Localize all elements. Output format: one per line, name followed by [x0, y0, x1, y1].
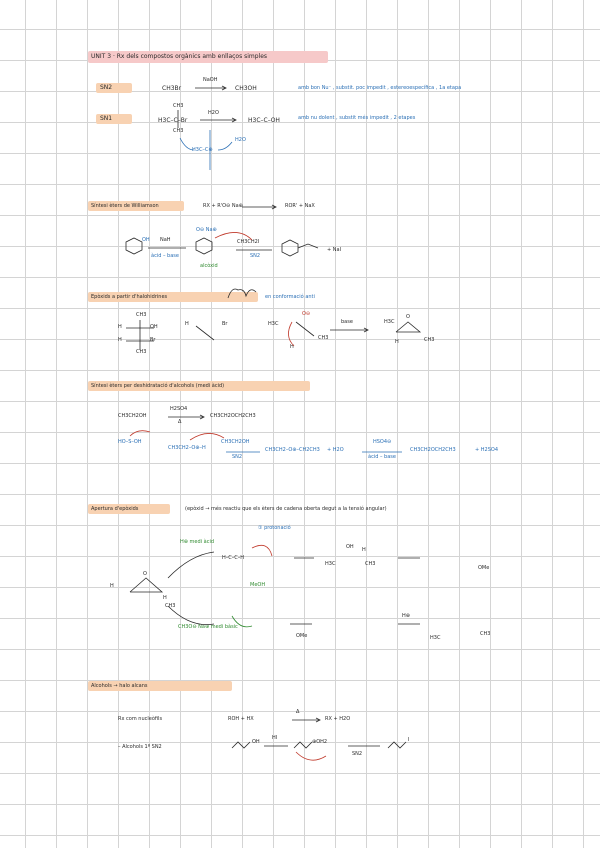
epoxids-label-h5: H — [395, 339, 399, 345]
epoxide-base-green-arrow — [232, 616, 252, 627]
williamson-o-label: OH — [142, 237, 150, 243]
sym-ethers-step-7: àcid – base — [368, 454, 396, 460]
epoxids-label-h3: H — [185, 321, 189, 327]
williamson-step1-reagent: NaH — [160, 237, 171, 243]
epoxide-opening-heading: Apertura d'epòxids — [91, 506, 139, 512]
williamson-ring-3 — [282, 240, 298, 256]
epoxids-label-br2: Br — [222, 321, 228, 327]
alcohols-oh: OH — [252, 739, 260, 745]
sym-ethers-step-8: CH3CH2OCH2CH3 — [410, 447, 456, 453]
epoxide-label-h3c-2: H3C — [430, 635, 441, 641]
sym-ethers-heading: Síntesi èters per deshidratació d'alcohols (medi àcid) — [91, 383, 225, 389]
alcohols-mech: ⊕OH2 — [312, 739, 328, 745]
alcohols-red-arrow — [296, 752, 326, 760]
epoxide-acid-intermediate: H–C–C–H — [222, 555, 245, 561]
sn1-carbocation: H3C–C⊕ — [192, 147, 213, 153]
williamson-ether-chain — [298, 244, 318, 248]
sym-ethers-step-4: CH3CH2–O⊕–CH2CH3 — [265, 447, 320, 453]
epoxide-label-ome-2: OMe — [296, 633, 308, 639]
epoxids-label-o-minus: O⊖ — [302, 311, 311, 317]
sn1-note: amb nu dolent , substit més impedit , 2 etapes — [298, 115, 416, 121]
epoxids-anti-bond — [296, 322, 314, 336]
epoxide-label-ch3-2: CH3 — [365, 561, 376, 567]
epoxids-reagent: base — [341, 319, 353, 325]
sn2-bullet: SN2 — [100, 84, 113, 91]
alcohols-sn2: SN2 — [352, 751, 363, 757]
sym-ethers-arrow-1 — [130, 431, 150, 436]
epoxide-label-h1: H — [110, 583, 114, 589]
sn1-water: H2O — [235, 137, 246, 143]
epoxide-label-oh: OH — [346, 544, 354, 550]
sn1-product: H3C–C–OH — [248, 117, 280, 124]
epoxids-label-h2: H — [118, 337, 122, 343]
epoxide-ring — [130, 578, 162, 592]
epoxids-note: en conformació anti — [265, 294, 315, 300]
sn2-reagent: NaOH — [203, 77, 218, 83]
sym-ethers-eq-right: CH3CH2OCH2CH3 — [210, 413, 256, 419]
sn2-product: CH3OH — [235, 85, 257, 92]
alcohols-product: I — [408, 737, 410, 743]
sn1-curved-arrow — [180, 138, 194, 150]
williamson-curved-arrow — [215, 232, 252, 240]
epoxide-acid-path — [168, 552, 214, 578]
sym-ethers-step-3: SN2 — [232, 454, 243, 460]
epoxide-label-ome: OMe — [478, 565, 490, 571]
sn1-reagent: H2O — [208, 110, 219, 116]
epoxids-label-h3c: H3C — [268, 321, 279, 327]
sn1-methyl-top: CH3 — [173, 103, 184, 109]
alcohols-line1-right: RX + H2O — [325, 716, 351, 722]
sym-ethers-step-5: + H2O — [327, 447, 344, 453]
sym-ethers-step-2: CH3CH2OH — [221, 439, 250, 445]
sn1-methyl-bottom: CH3 — [173, 128, 184, 134]
williamson-eq-left: RX + R'O⊖ Na⊕ — [203, 203, 243, 209]
epoxide-base-path — [168, 606, 214, 625]
basic-medium-label: CH3O⊖ Na⊕ medi bàsic — [178, 624, 238, 630]
epoxide-label-o: O — [143, 571, 147, 577]
alcohols-chain-2 — [294, 742, 312, 748]
williamson-step2-reagent: CH3CH2I — [237, 239, 260, 245]
epoxide-label-h3c: H3C — [325, 561, 336, 567]
epoxids-label-oh: OH — [150, 324, 158, 330]
epoxids-ring-sketch — [228, 289, 256, 298]
epoxids-label-h3c-2: H3C — [384, 319, 395, 325]
williamson-byproduct: + NaI — [327, 247, 342, 253]
epoxids-label-ch3-2: CH3 — [318, 335, 329, 341]
alcohols-line2-label: – Alcohols 1º SN2 — [118, 744, 162, 750]
epoxids-label-o: O — [406, 314, 410, 320]
williamson-ring-2 — [196, 238, 212, 254]
epoxids-product-ring — [396, 322, 420, 332]
sym-ethers-step-0: HO–S–OH — [118, 439, 142, 445]
epoxids-newman-bond — [196, 326, 214, 340]
epoxide-label-h2: H — [163, 595, 167, 601]
alcohols-line1-condition: Δ — [296, 709, 300, 715]
alcohols-chain-3 — [388, 742, 406, 748]
alcohols-hx: HI — [272, 735, 278, 741]
epoxids-label-h4: H — [290, 344, 294, 350]
sn1-bullet: SN1 — [100, 115, 113, 122]
sn2-reactant: CH3Br — [162, 85, 182, 92]
acid-medium-label: H⊕ medi àcid — [180, 539, 215, 545]
alcohols-chain-1 — [232, 742, 250, 748]
sym-ethers-step-1: CH3CH2–O⊕–H — [168, 445, 206, 451]
epoxids-red-arrow — [288, 322, 294, 346]
protonation-label: ① protonació — [258, 525, 291, 531]
alcohols-heading: Alcohols → halo alcans — [91, 683, 148, 689]
epoxide-label-h-plus: H⊕ — [402, 613, 410, 619]
williamson-o-minus: O⊖ Na⊕ — [196, 227, 217, 233]
sym-ethers-condition: Δ — [178, 419, 182, 425]
williamson-alkoxide-label: alcòxid — [200, 263, 218, 269]
sym-ethers-eq-left: CH3CH2OH — [118, 413, 147, 419]
sym-ethers-step-9: + H2SO4 — [475, 447, 499, 453]
epoxids-heading: Epòxids a partir d'halohidrines — [91, 294, 168, 300]
nucleophile-label: MeOH — [250, 582, 266, 588]
page-title: UNIT 3 · Rx dels compostos orgànics amb enllaços simples — [91, 53, 268, 60]
sn1-water-arrow — [218, 142, 232, 150]
epoxide-label-h3: H — [362, 547, 366, 553]
epoxide-label-ch3: CH3 — [165, 603, 176, 609]
williamson-eq-right: ROR' + NaX — [285, 203, 315, 209]
epoxids-label-h1: H — [118, 324, 122, 330]
sym-ethers-arrow-2 — [190, 433, 224, 440]
williamson-step1-condition: àcid – base — [151, 253, 179, 259]
epoxids-label-ch3-top: CH3 — [136, 312, 147, 318]
epoxide-opening-note: (epòxid → més reactiu que els èters de cadena oberta degut a la tensió angular) — [185, 506, 387, 512]
epoxide-acid-red-arrow — [252, 545, 272, 556]
sym-ethers-reagent: H2SO4 — [170, 406, 188, 412]
sn1-reactant: H3C–C–Br — [158, 117, 188, 124]
williamson-heading: Síntesi èters de Williamson — [91, 203, 159, 209]
epoxids-label-ch3-3: CH3 — [424, 337, 435, 343]
epoxide-label-ch3-3: CH3 — [480, 631, 491, 637]
epoxids-label-ch3-bottom: CH3 — [136, 349, 147, 355]
epoxids-label-br: Br — [150, 337, 156, 343]
sym-ethers-step-6: HSO4⊖ — [373, 439, 392, 445]
williamson-step2-condition: SN2 — [250, 253, 261, 259]
sn2-note: amb bon Nu⁻ , substit. poc impedit , estereoespecífica , 1a etapa — [298, 85, 462, 91]
alcohols-line1-left: ROH + HX — [228, 716, 254, 722]
williamson-ring-1 — [126, 238, 142, 254]
alcohols-line1-label: Rx com nucleòfils — [118, 716, 163, 722]
